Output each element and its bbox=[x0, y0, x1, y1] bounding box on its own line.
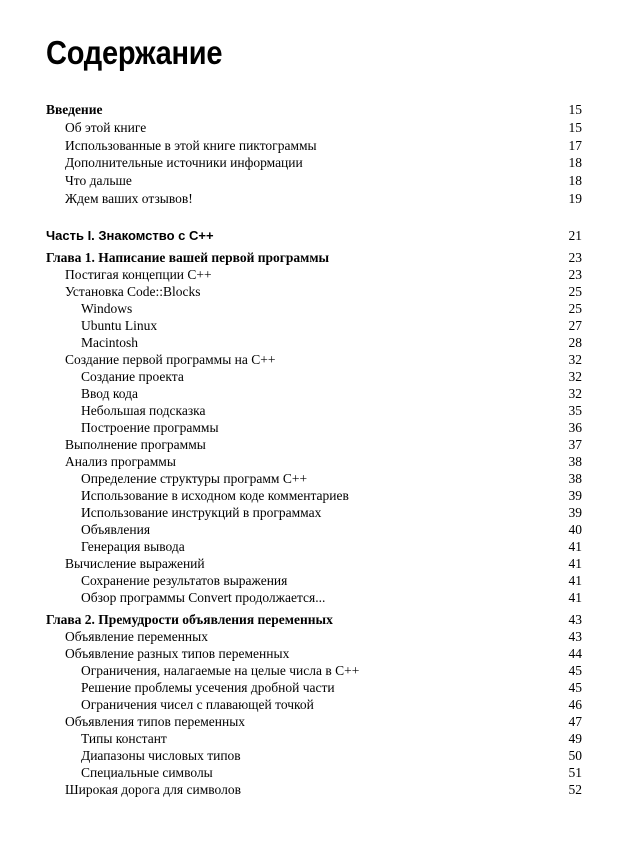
toc-entry-page: 50 bbox=[568, 747, 582, 763]
toc-entry bbox=[46, 781, 582, 798]
toc-entry-title: Windows bbox=[81, 300, 133, 316]
toc-entry-page: 23 bbox=[568, 266, 582, 282]
toc-entry bbox=[46, 137, 582, 155]
toc-entry-title: Анализ программы bbox=[65, 453, 176, 469]
toc-entry bbox=[46, 436, 582, 453]
toc-entry-page: 37 bbox=[568, 436, 582, 452]
toc-entry-title: Построение программы bbox=[81, 419, 219, 435]
toc-entry-title: Ввод кода bbox=[81, 385, 138, 401]
toc-entry-title: Объявления bbox=[81, 521, 151, 537]
toc-entry-page: 25 bbox=[568, 300, 582, 316]
toc-entry-page: 17 bbox=[568, 137, 582, 153]
toc-entry bbox=[46, 334, 582, 351]
toc-entry-page: 36 bbox=[568, 419, 582, 435]
toc-entry-title: Использование в исходном коде комментариев bbox=[81, 487, 349, 503]
toc-entry-page: 47 bbox=[568, 713, 582, 729]
toc-entry-title: Объявление переменных bbox=[65, 628, 208, 644]
toc-entry-title: Установка Code::Blocks bbox=[65, 283, 201, 299]
toc-entry bbox=[46, 764, 582, 781]
toc-entry-page: 18 bbox=[568, 173, 582, 189]
toc-entry-title: Небольшая подсказка bbox=[81, 402, 206, 418]
toc-entry-title: Ограничения чисел с плавающей точкой bbox=[81, 696, 314, 712]
toc-entry-title: Использование инструкций в программах bbox=[81, 504, 322, 520]
toc-entry-page: 27 bbox=[568, 317, 582, 333]
toc-entry-page: 45 bbox=[568, 679, 582, 695]
toc-entry bbox=[46, 453, 582, 470]
toc-entry bbox=[46, 154, 582, 172]
toc-entry-page: 46 bbox=[568, 696, 582, 712]
page-title: Содержание bbox=[46, 34, 223, 71]
toc-entry-page: 41 bbox=[568, 538, 582, 554]
toc-entry-title: Вычисление выражений bbox=[65, 555, 205, 571]
toc-entry-page: 43 bbox=[568, 628, 582, 644]
table-of-contents bbox=[46, 101, 582, 798]
toc-entry bbox=[46, 589, 582, 606]
toc-entry bbox=[46, 119, 582, 137]
toc-entry-page: 28 bbox=[568, 334, 582, 350]
toc-entry bbox=[46, 300, 582, 317]
toc-entry-title: Создание проекта bbox=[81, 368, 184, 384]
toc-entry-title: Использованные в этой книге пиктограммы bbox=[65, 137, 317, 153]
toc-entry-page: 39 bbox=[568, 504, 582, 520]
toc-entry-title: Специальные символы bbox=[81, 764, 213, 780]
toc-entry-page: 23 bbox=[568, 249, 582, 265]
toc-entry bbox=[46, 747, 582, 764]
toc-chapter-entry bbox=[46, 101, 582, 119]
toc-entry-title: Обзор программы Convert продолжается... bbox=[81, 589, 326, 605]
toc-entry bbox=[46, 730, 582, 747]
toc-entry bbox=[46, 190, 582, 208]
toc-entry bbox=[46, 266, 582, 283]
toc-entry-page: 19 bbox=[568, 190, 582, 206]
toc-entry bbox=[46, 679, 582, 696]
toc-entry-title: Глава 1. Написание вашей первой программы bbox=[46, 249, 330, 265]
toc-entry-page: 25 bbox=[568, 283, 582, 299]
toc-entry bbox=[46, 572, 582, 589]
toc-entry-page: 41 bbox=[568, 555, 582, 571]
toc-entry-page: 38 bbox=[568, 470, 582, 486]
toc-entry bbox=[46, 351, 582, 368]
toc-entry bbox=[46, 368, 582, 385]
toc-entry bbox=[46, 402, 582, 419]
toc-entry bbox=[46, 555, 582, 572]
toc-entry-page: 38 bbox=[568, 453, 582, 469]
toc-entry bbox=[46, 662, 582, 679]
toc-entry-page: 32 bbox=[568, 351, 582, 367]
toc-entry bbox=[46, 470, 582, 487]
toc-entry-title: Macintosh bbox=[81, 334, 138, 350]
toc-entry bbox=[46, 317, 582, 334]
toc-entry-page: 39 bbox=[568, 487, 582, 503]
toc-entry-title: Объявление разных типов переменных bbox=[65, 645, 290, 661]
toc-entry-title: Решение проблемы усечения дробной части bbox=[81, 679, 335, 695]
toc-entry-title: Сохранение результатов выражения bbox=[81, 572, 288, 588]
toc-entry-page: 43 bbox=[568, 611, 582, 627]
toc-entry bbox=[46, 487, 582, 504]
toc-entry-page: 41 bbox=[568, 589, 582, 605]
toc-entry-page: 51 bbox=[568, 764, 582, 780]
toc-entry-page: 40 bbox=[568, 521, 582, 537]
toc-entry bbox=[46, 385, 582, 402]
toc-entry-page: 32 bbox=[568, 368, 582, 384]
toc-entry-title: Об этой книге bbox=[65, 119, 147, 135]
toc-entry-title: Широкая дорога для символов bbox=[65, 781, 241, 797]
toc-entry bbox=[46, 504, 582, 521]
toc-entry-page: 21 bbox=[568, 227, 582, 243]
toc-chapter-entry bbox=[46, 249, 582, 266]
toc-entry-title: Введение bbox=[46, 102, 103, 117]
toc-entry-page: 44 bbox=[568, 645, 582, 661]
toc-entry bbox=[46, 538, 582, 555]
toc-entry-page: 15 bbox=[568, 102, 582, 117]
toc-entry-title: Ждем ваших отзывов! bbox=[65, 190, 193, 206]
toc-entry bbox=[46, 172, 582, 190]
toc-entry-title: Что дальше bbox=[65, 173, 132, 189]
toc-entry-title: Часть I. Знакомство с C++ bbox=[46, 227, 214, 243]
toc-entry-title: Типы констант bbox=[81, 730, 167, 746]
toc-entry-page: 32 bbox=[568, 385, 582, 401]
toc-entry-title: Диапазоны числовых типов bbox=[81, 747, 241, 763]
toc-entry-title: Глава 2. Премудрости объявления переменных bbox=[46, 611, 333, 627]
toc-entry-page: 15 bbox=[568, 119, 582, 135]
toc-entry-page: 35 bbox=[568, 402, 582, 418]
toc-chapter-entry bbox=[46, 611, 582, 628]
toc-part-entry bbox=[46, 227, 582, 244]
toc-entry-page: 41 bbox=[568, 572, 582, 588]
toc-entry-page: 18 bbox=[568, 155, 582, 171]
toc-entry-title: Определение структуры программ C++ bbox=[81, 470, 308, 486]
toc-entry-page: 45 bbox=[568, 662, 582, 678]
toc-entry bbox=[46, 521, 582, 538]
toc-entry-title: Выполнение программы bbox=[65, 436, 206, 452]
toc-entry-page: 49 bbox=[568, 730, 582, 746]
toc-entry-title: Ubuntu Linux bbox=[81, 317, 158, 333]
toc-entry-title: Генерация вывода bbox=[81, 538, 185, 554]
toc-entry-title: Постигая концепции C++ bbox=[65, 266, 212, 282]
toc-entry bbox=[46, 645, 582, 662]
toc-entry-title: Дополнительные источники информации bbox=[65, 155, 303, 171]
toc-entry-page: 52 bbox=[568, 781, 582, 797]
toc-entry bbox=[46, 713, 582, 730]
toc-entry bbox=[46, 628, 582, 645]
toc-entry-title: Ограничения, налагаемые на целые числа в C++ bbox=[81, 662, 360, 678]
toc-entry-title: Объявления типов переменных bbox=[65, 713, 246, 729]
toc-entry-title: Создание первой программы на C++ bbox=[65, 351, 276, 367]
toc-entry bbox=[46, 696, 582, 713]
toc-entry bbox=[46, 283, 582, 300]
toc-entry bbox=[46, 419, 582, 436]
